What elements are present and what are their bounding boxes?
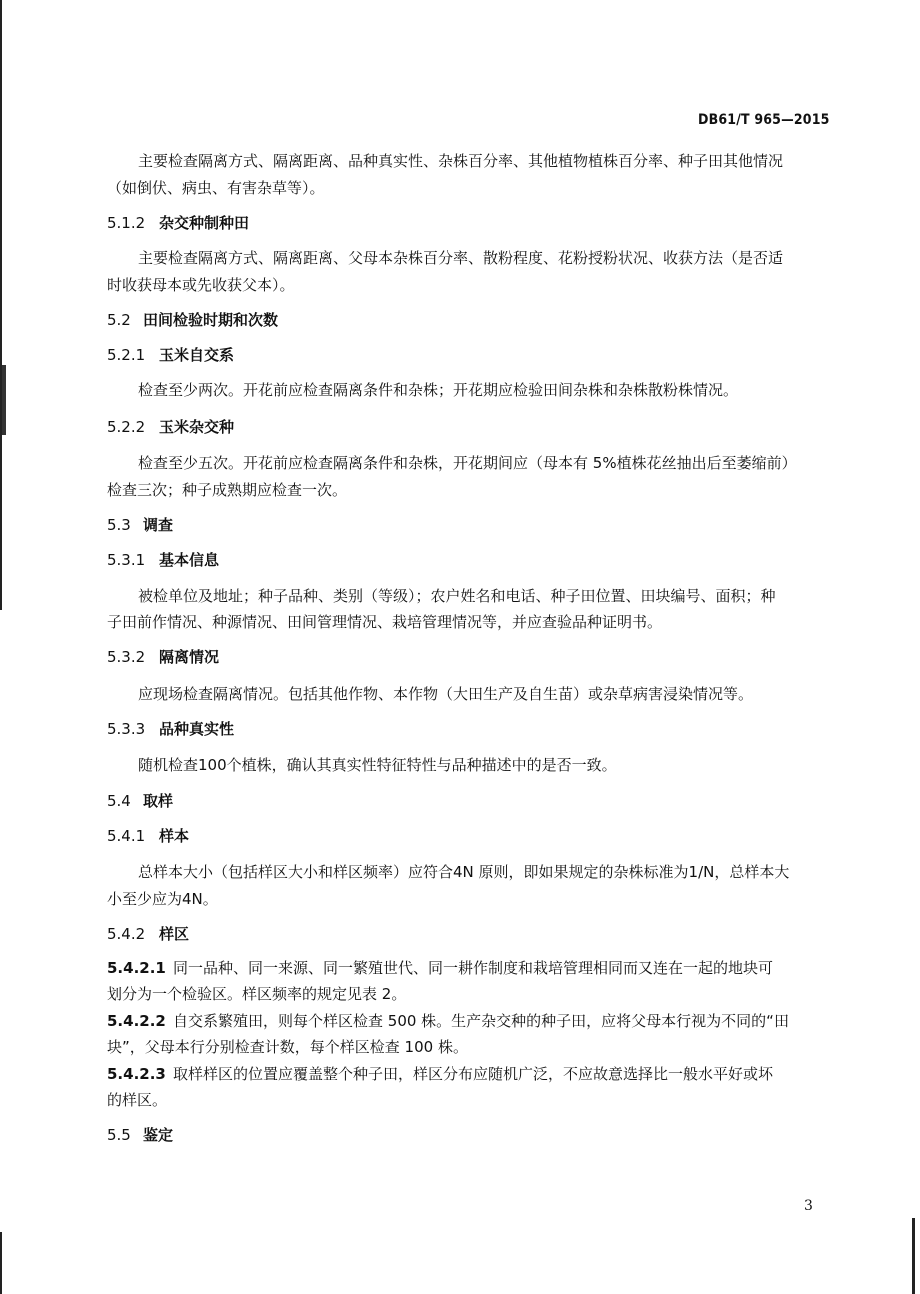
document-code: DB61/T 965—2015 xyxy=(698,112,830,128)
scan-edge-mark xyxy=(2,365,6,435)
section-number: 5.2.1 xyxy=(107,346,146,364)
clause-number: 5.4.2.1 xyxy=(107,959,166,977)
section-heading-5-2-2 xyxy=(107,416,234,437)
paragraph-line: 小至少应为4N。 xyxy=(107,890,218,908)
clause-number: 5.4.2.3 xyxy=(107,1065,166,1083)
section-heading-5-4-2 xyxy=(107,923,189,944)
section-heading-5-4 xyxy=(107,790,173,811)
paragraph-line: 块”，父母本行分别检查计数，每个样区检查 100 株。 xyxy=(107,1038,468,1056)
paragraph-line: 随机检查100个植株，确认其真实性特征特性与品种描述中的是否一致。 xyxy=(138,756,617,774)
section-title: 鉴定 xyxy=(143,1126,174,1144)
section-heading-5-3 xyxy=(107,514,173,535)
section-heading-5-1-2 xyxy=(107,212,249,233)
paragraph-line: 子田前作情况、种源情况、田间管理情况、栽培管理情况等，并应查验品种证明书。 xyxy=(107,613,663,631)
section-number: 5.2 xyxy=(107,311,131,329)
section-title: 杂交种制种田 xyxy=(159,214,250,232)
clause-5-4-2-1 xyxy=(107,957,773,978)
paragraph-line: 检查至少五次。开花前应检查隔离条件和杂株，开花期间应（母本有 5%植株花丝抽出后至萎缩前） xyxy=(138,454,797,472)
section-title: 取样 xyxy=(143,792,174,810)
section-number: 5.2.2 xyxy=(107,418,146,436)
section-heading-5-3-1 xyxy=(107,549,219,570)
section-heading-5-2-1 xyxy=(107,344,234,365)
section-heading-5-2 xyxy=(107,309,278,330)
section-title: 调查 xyxy=(143,516,174,534)
paragraph-line: 主要检查隔离方式、隔离距离、父母本杂株百分率、散粉程度、花粉授粉状况、收获方法（是否适 xyxy=(138,249,784,267)
clause-text: 同一品种、同一来源、同一繁殖世代、同一耕作制度和栽培管理相同而又连在一起的地块可 xyxy=(173,959,774,977)
section-title: 玉米自交系 xyxy=(159,346,235,364)
section-number: 5.3.2 xyxy=(107,648,146,666)
section-number: 5.4.2 xyxy=(107,925,146,943)
section-heading-5-5 xyxy=(107,1124,173,1145)
paragraph-line: 的样区。 xyxy=(107,1091,168,1109)
section-title: 基本信息 xyxy=(159,551,220,569)
paragraph-line: 检查至少两次。开花前应检查隔离条件和杂株；开花期应检验田间杂株和杂株散粉株情况。 xyxy=(138,381,739,399)
clause-text: 取样样区的位置应覆盖整个种子田，样区分布应随机广泛，不应故意选择比一般水平好或坏 xyxy=(173,1065,774,1083)
paragraph-line: 总样本大小（包括样区大小和样区频率）应符合4N 原则，即如果规定的杂株标准为1/N，总样本大 xyxy=(138,863,790,881)
section-number: 5.3.1 xyxy=(107,551,146,569)
paragraph-line: （如倒伏、病虫、有害杂草等）。 xyxy=(107,179,325,197)
section-title: 品种真实性 xyxy=(159,720,235,738)
section-number: 5.5 xyxy=(107,1126,131,1144)
paragraph-line: 应现场检查隔离情况。包括其他作物、本作物（大田生产及自生苗）或杂草病害浸染情况等。 xyxy=(138,685,754,703)
section-title: 田间检验时期和次数 xyxy=(143,311,279,329)
section-heading-5-3-3 xyxy=(107,718,234,739)
section-number: 5.4.1 xyxy=(107,827,146,845)
scan-edge-mark xyxy=(912,1218,915,1294)
paragraph-line: 划分为一个检验区。样区频率的规定见表 2。 xyxy=(107,985,407,1003)
paragraph-line: 检查三次；种子成熟期应检查一次。 xyxy=(107,481,348,499)
paragraph-line: 主要检查隔离方式、隔离距离、品种真实性、杂株百分率、其他植物植株百分率、种子田其他情况 xyxy=(138,152,784,170)
page-number: 3 xyxy=(804,1198,813,1214)
clause-5-4-2-2 xyxy=(107,1010,789,1031)
scan-edge-mark xyxy=(0,1232,2,1294)
clause-text: 自交系繁殖田，则每个样区检查 500 株。生产杂交种的种子田，应将父母本行视为不同的“田 xyxy=(173,1012,789,1030)
section-number: 5.3 xyxy=(107,516,131,534)
section-title: 玉米杂交种 xyxy=(159,418,235,436)
section-title: 样区 xyxy=(159,925,190,943)
section-title: 隔离情况 xyxy=(159,648,220,666)
scan-edge-line xyxy=(0,0,2,610)
paragraph-line: 时收获母本或先收获父本）。 xyxy=(107,276,295,294)
section-number: 5.4 xyxy=(107,792,131,810)
section-number: 5.1.2 xyxy=(107,214,146,232)
clause-5-4-2-3 xyxy=(107,1063,773,1084)
section-heading-5-3-2 xyxy=(107,646,219,667)
section-number: 5.3.3 xyxy=(107,720,146,738)
clause-number: 5.4.2.2 xyxy=(107,1012,166,1030)
section-heading-5-4-1 xyxy=(107,825,189,846)
paragraph-line: 被检单位及地址；种子品种、类别（等级）；农户姓名和电话、种子田位置、田块编号、面积；种 xyxy=(138,587,776,605)
section-title: 样本 xyxy=(159,827,190,845)
